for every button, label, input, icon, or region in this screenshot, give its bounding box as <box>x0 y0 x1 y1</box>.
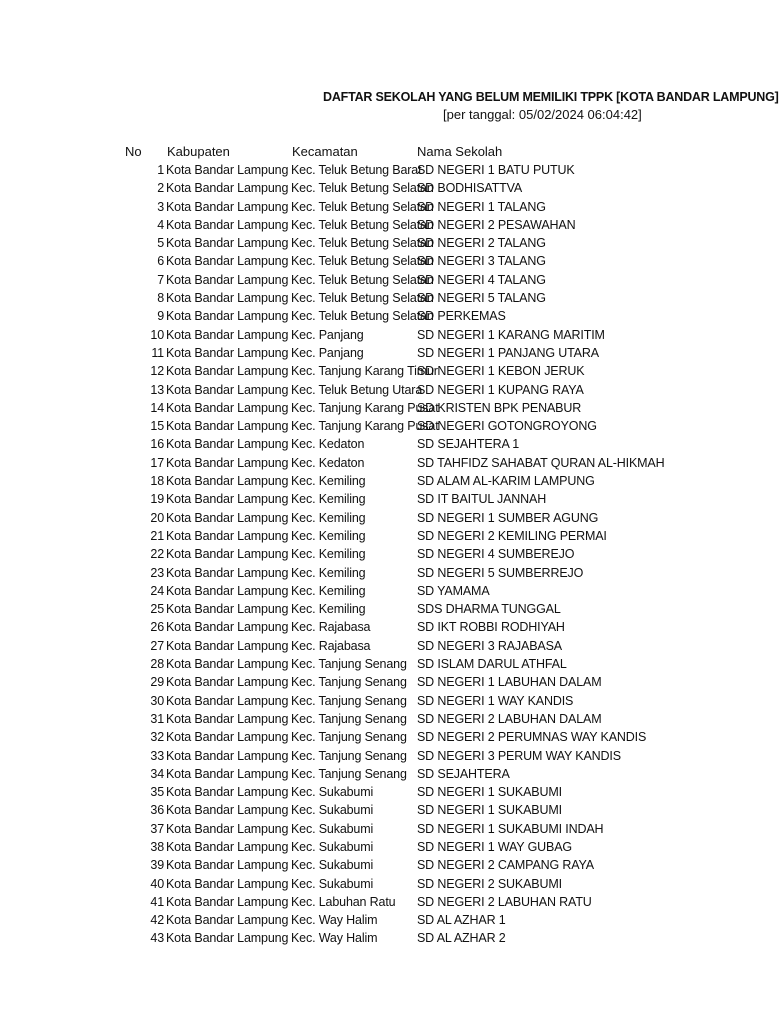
cell-kecamatan: Kec. Teluk Betung Barat <box>291 163 422 177</box>
cell-no: 29 <box>150 675 164 690</box>
cell-kecamatan: Kec. Teluk Betung Utara <box>291 382 423 397</box>
cell-nama-sekolah: SD NEGERI 1 WAY GUBAG <box>417 839 572 854</box>
table-row <box>0 710 768 728</box>
cell-no: 3 <box>157 199 164 214</box>
cell-kabupaten: Kota Bandar Lampung <box>166 766 289 781</box>
cell-kecamatan: Kec. Tanjung Karang Pusat <box>291 400 439 415</box>
cell-kabupaten: Kota Bandar Lampung <box>166 876 289 891</box>
cell-nama-sekolah: SD NEGERI 1 LABUHAN DALAM <box>417 675 602 690</box>
cell-no: 39 <box>150 858 164 873</box>
cell-nama-sekolah: SD PERKEMAS <box>417 309 506 324</box>
cell-no: 37 <box>150 821 164 836</box>
cell-nama-sekolah: SD SEJAHTERA 1 <box>417 437 520 452</box>
table-row <box>0 911 768 929</box>
cell-kecamatan: Kec. Sukabumi <box>291 876 374 891</box>
cell-no: 10 <box>150 327 164 342</box>
cell-no: 7 <box>157 272 164 287</box>
cell-kabupaten: Kota Bandar Lampung <box>166 474 289 489</box>
header-no: No <box>125 144 142 159</box>
cell-no: 35 <box>150 785 164 800</box>
cell-nama-sekolah: SD NEGERI 2 PESAWAHAN <box>417 217 576 232</box>
cell-nama-sekolah: SD AL AZHAR 1 <box>417 913 506 928</box>
table-row <box>0 801 768 819</box>
cell-kecamatan: Kec. Kemiling <box>291 602 366 617</box>
cell-nama-sekolah: SD NEGERI 4 TALANG <box>417 272 546 287</box>
table-row <box>0 417 768 435</box>
cell-no: 9 <box>157 309 164 324</box>
table-header <box>0 143 768 161</box>
cell-nama-sekolah: SD NEGERI 2 TALANG <box>417 236 546 251</box>
cell-kabupaten: Kota Bandar Lampung <box>166 236 289 251</box>
table-row <box>0 838 768 856</box>
cell-kecamatan: Kec. Sukabumi <box>291 821 374 836</box>
cell-kabupaten: Kota Bandar Lampung <box>166 748 289 763</box>
cell-kabupaten: Kota Bandar Lampung <box>166 638 289 653</box>
cell-kabupaten: Kota Bandar Lampung <box>166 163 289 177</box>
cell-nama-sekolah: SD NEGERI 5 TALANG <box>417 291 546 306</box>
cell-kabupaten: Kota Bandar Lampung <box>166 730 289 745</box>
cell-no: 18 <box>150 474 164 489</box>
cell-kabupaten: Kota Bandar Lampung <box>166 181 289 196</box>
cell-nama-sekolah: SD NEGERI 1 TALANG <box>417 199 546 214</box>
document-date: [per tanggal: 05/02/2024 06:04:42] <box>443 107 642 122</box>
table-row <box>0 161 768 179</box>
table-row <box>0 728 768 746</box>
cell-nama-sekolah: SD NEGERI 3 RAJABASA <box>417 638 562 653</box>
cell-nama-sekolah: SD NEGERI 2 CAMPANG RAYA <box>417 858 594 873</box>
table-row <box>0 399 768 417</box>
cell-no: 1 <box>157 163 164 177</box>
cell-kabupaten: Kota Bandar Lampung <box>166 345 289 360</box>
table-row <box>0 692 768 710</box>
cell-kabupaten: Kota Bandar Lampung <box>166 528 289 543</box>
cell-no: 31 <box>150 711 164 726</box>
table-row <box>0 289 768 307</box>
cell-kecamatan: Kec. Tanjung Senang <box>291 766 407 781</box>
cell-no: 15 <box>150 419 164 434</box>
table-body <box>0 161 768 948</box>
cell-no: 26 <box>150 620 164 635</box>
cell-nama-sekolah: SD NEGERI 1 SUKABUMI INDAH <box>417 821 604 836</box>
cell-kecamatan: Kec. Rajabasa <box>291 638 371 653</box>
table-row <box>0 856 768 874</box>
cell-nama-sekolah: SD NEGERI 2 LABUHAN DALAM <box>417 711 602 726</box>
table-row <box>0 820 768 838</box>
cell-nama-sekolah: SD NEGERI 1 KEBON JERUK <box>417 364 585 379</box>
cell-no: 17 <box>150 455 164 470</box>
cell-nama-sekolah: SD NEGERI 1 BATU PUTUK <box>417 163 575 177</box>
cell-kabupaten: Kota Bandar Lampung <box>166 291 289 306</box>
table-row <box>0 673 768 691</box>
cell-no: 42 <box>150 913 164 928</box>
cell-kabupaten: Kota Bandar Lampung <box>166 199 289 214</box>
table-row <box>0 198 768 216</box>
cell-kabupaten: Kota Bandar Lampung <box>166 455 289 470</box>
cell-kecamatan: Kec. Teluk Betung Selatan <box>291 199 434 214</box>
table-row <box>0 344 768 362</box>
cell-kabupaten: Kota Bandar Lampung <box>166 620 289 635</box>
cell-kecamatan: Kec. Sukabumi <box>291 785 374 800</box>
cell-kabupaten: Kota Bandar Lampung <box>166 309 289 324</box>
header-kabupaten: Kabupaten <box>167 144 230 159</box>
cell-no: 20 <box>150 510 164 525</box>
cell-no: 30 <box>150 693 164 708</box>
table-row <box>0 582 768 600</box>
cell-kabupaten: Kota Bandar Lampung <box>166 437 289 452</box>
cell-kecamatan: Kec. Teluk Betung Selatan <box>291 309 434 324</box>
cell-kecamatan: Kec. Kemiling <box>291 510 366 525</box>
cell-kecamatan: Kec. Teluk Betung Selatan <box>291 254 434 269</box>
table-row <box>0 179 768 197</box>
cell-nama-sekolah: SD NEGERI 1 SUKABUMI <box>417 803 562 818</box>
cell-no: 14 <box>150 400 164 415</box>
cell-kecamatan: Kec. Kemiling <box>291 565 366 580</box>
cell-no: 40 <box>150 876 164 891</box>
table-row <box>0 637 768 655</box>
cell-kecamatan: Kec. Sukabumi <box>291 803 374 818</box>
cell-kecamatan: Kec. Teluk Betung Selatan <box>291 181 434 196</box>
cell-no: 11 <box>151 345 164 360</box>
cell-nama-sekolah: SD NEGERI 1 SUMBER AGUNG <box>417 510 599 525</box>
cell-kabupaten: Kota Bandar Lampung <box>166 565 289 580</box>
cell-no: 28 <box>150 657 164 672</box>
cell-kecamatan: Kec. Panjang <box>291 327 364 342</box>
cell-kabupaten: Kota Bandar Lampung <box>166 254 289 269</box>
cell-no: 36 <box>150 803 164 818</box>
table-row <box>0 362 768 380</box>
table-row <box>0 326 768 344</box>
table-row <box>0 454 768 472</box>
table-row <box>0 929 768 947</box>
cell-no: 33 <box>150 748 164 763</box>
cell-no: 21 <box>150 528 164 543</box>
cell-kabupaten: Kota Bandar Lampung <box>166 400 289 415</box>
cell-kabupaten: Kota Bandar Lampung <box>166 364 289 379</box>
cell-nama-sekolah: SD NEGERI 4 SUMBEREJO <box>417 547 575 562</box>
cell-no: 6 <box>157 254 164 269</box>
cell-no: 19 <box>150 492 164 507</box>
cell-kecamatan: Kec. Teluk Betung Selatan <box>291 291 434 306</box>
cell-nama-sekolah: SD NEGERI 2 KEMILING PERMAI <box>417 528 607 543</box>
table-row <box>0 216 768 234</box>
table-row <box>0 509 768 527</box>
cell-kabupaten: Kota Bandar Lampung <box>166 821 289 836</box>
cell-kecamatan: Kec. Sukabumi <box>291 858 374 873</box>
cell-no: 13 <box>150 382 164 397</box>
cell-kabupaten: Kota Bandar Lampung <box>166 803 289 818</box>
cell-kabupaten: Kota Bandar Lampung <box>166 894 289 909</box>
table-row <box>0 527 768 545</box>
cell-kecamatan: Kec. Way Halim <box>291 931 378 946</box>
cell-nama-sekolah: SD NEGERI 3 TALANG <box>417 254 546 269</box>
cell-nama-sekolah: SD NEGERI GOTONGROYONG <box>417 419 597 434</box>
cell-kecamatan: Kec. Kedaton <box>291 437 365 452</box>
cell-no: 43 <box>150 931 164 946</box>
cell-nama-sekolah: SD YAMAMA <box>417 583 490 598</box>
cell-kecamatan: Kec. Kemiling <box>291 583 366 598</box>
table-row <box>0 600 768 618</box>
cell-kabupaten: Kota Bandar Lampung <box>166 675 289 690</box>
cell-nama-sekolah: SD IT BAITUL JANNAH <box>417 492 547 507</box>
cell-kabupaten: Kota Bandar Lampung <box>166 858 289 873</box>
cell-nama-sekolah: SD NEGERI 1 SUKABUMI <box>417 785 562 800</box>
table-row <box>0 435 768 453</box>
cell-no: 27 <box>150 638 164 653</box>
cell-kabupaten: Kota Bandar Lampung <box>166 382 289 397</box>
table-row <box>0 472 768 490</box>
cell-kabupaten: Kota Bandar Lampung <box>166 510 289 525</box>
cell-nama-sekolah: SD NEGERI 1 WAY KANDIS <box>417 693 574 708</box>
cell-no: 41 <box>150 894 164 909</box>
cell-kecamatan: Kec. Teluk Betung Selatan <box>291 272 434 287</box>
table-row <box>0 252 768 270</box>
cell-kecamatan: Kec. Tanjung Senang <box>291 711 407 726</box>
cell-kabupaten: Kota Bandar Lampung <box>166 419 289 434</box>
cell-kabupaten: Kota Bandar Lampung <box>166 785 289 800</box>
cell-nama-sekolah: SD NEGERI 1 PANJANG UTARA <box>417 345 599 360</box>
cell-kecamatan: Kec. Sukabumi <box>291 839 374 854</box>
cell-no: 5 <box>157 236 164 251</box>
cell-nama-sekolah: SD NEGERI 2 SUKABUMI <box>417 876 562 891</box>
table-row <box>0 747 768 765</box>
cell-kecamatan: Kec. Labuhan Ratu <box>291 894 396 909</box>
cell-kecamatan: Kec. Teluk Betung Selatan <box>291 217 434 232</box>
cell-kecamatan: Kec. Tanjung Senang <box>291 693 407 708</box>
cell-nama-sekolah: SD ISLAM DARUL ATHFAL <box>417 657 567 672</box>
cell-no: 32 <box>150 730 164 745</box>
cell-nama-sekolah: SD KRISTEN BPK PENABUR <box>417 400 582 415</box>
document-title: DAFTAR SEKOLAH YANG BELUM MEMILIKI TPPK [KOTA BANDAR LAMPUNG] <box>323 90 779 104</box>
cell-kecamatan: Kec. Kedaton <box>291 455 365 470</box>
table-row <box>0 564 768 582</box>
cell-kabupaten: Kota Bandar Lampung <box>166 217 289 232</box>
cell-kecamatan: Kec. Kemiling <box>291 492 366 507</box>
cell-nama-sekolah: SD NEGERI 3 PERUM WAY KANDIS <box>417 748 621 763</box>
cell-nama-sekolah: SD IKT ROBBI RODHIYAH <box>417 620 565 635</box>
table-row <box>0 490 768 508</box>
cell-no: 34 <box>150 766 164 781</box>
table-row <box>0 618 768 636</box>
cell-nama-sekolah: SD TAHFIDZ SAHABAT QURAN AL-HIKMAH <box>417 455 665 470</box>
table-row <box>0 875 768 893</box>
cell-kabupaten: Kota Bandar Lampung <box>166 693 289 708</box>
table-row <box>0 783 768 801</box>
cell-no: 4 <box>157 217 164 232</box>
cell-kecamatan: Kec. Kemiling <box>291 528 366 543</box>
cell-kecamatan: Kec. Tanjung Senang <box>291 748 407 763</box>
table-row <box>0 271 768 289</box>
cell-kabupaten: Kota Bandar Lampung <box>166 711 289 726</box>
cell-kecamatan: Kec. Tanjung Senang <box>291 657 407 672</box>
cell-nama-sekolah: SD NEGERI 5 SUMBERREJO <box>417 565 584 580</box>
cell-kabupaten: Kota Bandar Lampung <box>166 327 289 342</box>
cell-no: 25 <box>150 602 164 617</box>
table-row <box>0 381 768 399</box>
cell-kabupaten: Kota Bandar Lampung <box>166 839 289 854</box>
cell-no: 38 <box>150 839 164 854</box>
cell-no: 12 <box>150 364 164 379</box>
cell-kecamatan: Kec. Tanjung Karang Pusat <box>291 419 439 434</box>
cell-nama-sekolah: SDS DHARMA TUNGGAL <box>417 602 561 617</box>
cell-kecamatan: Kec. Tanjung Karang Timur <box>291 364 438 379</box>
cell-kecamatan: Kec. Tanjung Senang <box>291 675 407 690</box>
cell-nama-sekolah: SD SEJAHTERA <box>417 766 510 781</box>
table-row <box>0 545 768 563</box>
cell-no: 2 <box>157 181 164 196</box>
table-row <box>0 765 768 783</box>
table-row <box>0 234 768 252</box>
cell-kabupaten: Kota Bandar Lampung <box>166 272 289 287</box>
cell-kabupaten: Kota Bandar Lampung <box>166 583 289 598</box>
cell-kecamatan: Kec. Kemiling <box>291 547 366 562</box>
cell-kecamatan: Kec. Way Halim <box>291 913 378 928</box>
cell-kabupaten: Kota Bandar Lampung <box>166 602 289 617</box>
header-nama-sekolah: Nama Sekolah <box>417 144 503 159</box>
cell-nama-sekolah: SD ALAM AL-KARIM LAMPUNG <box>417 474 595 489</box>
cell-nama-sekolah: SD NEGERI 1 KUPANG RAYA <box>417 382 584 397</box>
cell-kecamatan: Kec. Teluk Betung Selatan <box>291 236 434 251</box>
header-kecamatan: Kecamatan <box>292 144 358 159</box>
table-row <box>0 307 768 325</box>
cell-kabupaten: Kota Bandar Lampung <box>166 547 289 562</box>
cell-kabupaten: Kota Bandar Lampung <box>166 931 289 946</box>
cell-no: 8 <box>157 291 164 306</box>
table-row <box>0 655 768 673</box>
cell-no: 16 <box>150 437 164 452</box>
cell-kabupaten: Kota Bandar Lampung <box>166 913 289 928</box>
cell-nama-sekolah: SD BODHISATTVA <box>417 181 523 196</box>
cell-kecamatan: Kec. Rajabasa <box>291 620 371 635</box>
cell-kecamatan: Kec. Tanjung Senang <box>291 730 407 745</box>
cell-kecamatan: Kec. Kemiling <box>291 474 366 489</box>
cell-kabupaten: Kota Bandar Lampung <box>166 492 289 507</box>
cell-kabupaten: Kota Bandar Lampung <box>166 657 289 672</box>
cell-kecamatan: Kec. Panjang <box>291 345 364 360</box>
cell-no: 22 <box>150 547 164 562</box>
cell-no: 23 <box>150 565 164 580</box>
cell-nama-sekolah: SD NEGERI 2 PERUMNAS WAY KANDIS <box>417 730 647 745</box>
cell-nama-sekolah: SD NEGERI 1 KARANG MARITIM <box>417 327 605 342</box>
cell-nama-sekolah: SD AL AZHAR 2 <box>417 931 506 946</box>
cell-nama-sekolah: SD NEGERI 2 LABUHAN RATU <box>417 894 592 909</box>
cell-no: 24 <box>150 583 164 598</box>
table-row <box>0 893 768 911</box>
